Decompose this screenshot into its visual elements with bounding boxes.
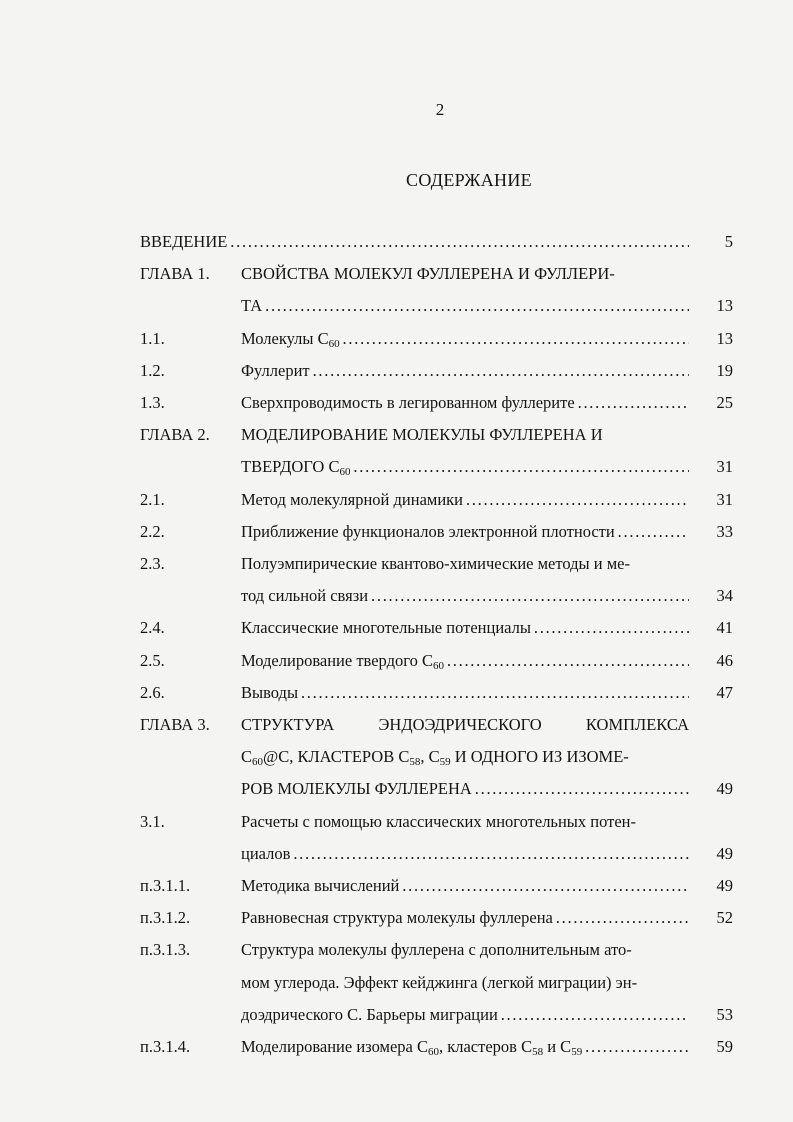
- toc-entry-1-2: [140, 355, 733, 387]
- entry-number: 2.1.: [140, 489, 165, 509]
- subscript: 59: [439, 756, 451, 769]
- text-part: и C: [543, 1037, 572, 1057]
- entry-title-line: ТВЕРДОГО C: [241, 457, 340, 477]
- entry-title: Равновесная структура молекулы фуллерена: [241, 908, 553, 928]
- entry-page: 13: [716, 296, 733, 316]
- entry-title-line: Структура молекулы фуллерена с дополнительным ато-: [241, 940, 632, 960]
- entry-title-line: [241, 741, 689, 773]
- entry-number: 2.4.: [140, 618, 165, 638]
- subscript: 59: [571, 1046, 583, 1059]
- toc-entry-2-2: [140, 516, 733, 548]
- entry-page: 59: [716, 1037, 733, 1057]
- entry-number: п.3.1.4.: [140, 1037, 191, 1057]
- entry-title-line: циалов: [241, 843, 291, 863]
- entry-title: Методика вычислений: [241, 876, 400, 896]
- entry-number: 2.3.: [140, 554, 165, 574]
- entry-title: Приближение функционалов электронной плотности: [241, 521, 615, 541]
- entry-title-line: ТА: [241, 296, 263, 316]
- entry-title: Классические многотельные потенциалы: [241, 618, 531, 638]
- entry-page: 33: [716, 521, 733, 541]
- entry-title: Сверхпроводимость в легированном фуллерите: [241, 393, 575, 413]
- toc-entry-2-6: [140, 677, 733, 709]
- entry-title-line: СВОЙСТВА МОЛЕКУЛ ФУЛЛЕРЕНА И ФУЛЛЕРИ-: [241, 264, 615, 284]
- entry-title: Молекулы C: [241, 328, 329, 348]
- entry-title-line: Расчеты с помощью классических многотельных потен-: [241, 811, 636, 831]
- entry-page: 47: [716, 682, 733, 702]
- toc-entry-2-3: [140, 548, 733, 612]
- entry-title-line: тод сильной связи: [241, 586, 369, 606]
- subscript: 60: [252, 756, 264, 769]
- entry-number: 2.6.: [140, 682, 165, 702]
- entry-title-line: РОВ МОЛЕКУЛЫ ФУЛЛЕРЕНА: [241, 779, 472, 799]
- text-part: И ОДНОГО ИЗ ИЗОМЕ-: [450, 747, 629, 767]
- text-part: Моделирование изомера C: [241, 1037, 428, 1057]
- entry-page: 49: [716, 876, 733, 896]
- entry-number: п.3.1.3.: [140, 940, 191, 960]
- subscript: 60: [328, 337, 340, 350]
- text-part: , кластеров C: [438, 1037, 533, 1057]
- toc-entry-chapter-1: [140, 258, 733, 322]
- toc-entry-3-1-1: [140, 870, 733, 902]
- toc-entry-1-3: [140, 387, 733, 419]
- entry-page: 34: [716, 586, 733, 606]
- text-part: , C: [420, 747, 440, 767]
- entry-title-line: СТРУКТУРА ЭНДОЭДРИЧЕСКОГО КОМПЛЕКСА: [241, 715, 689, 735]
- entry-title: Метод молекулярной динамики: [241, 489, 464, 509]
- page-title: СОДЕРЖАНИЕ: [406, 170, 532, 190]
- toc-entry-3-1-4: [140, 1031, 733, 1063]
- entry-page: 31: [716, 457, 733, 477]
- subscript: 58: [532, 1046, 544, 1059]
- entry-number: ГЛАВА 1.: [140, 264, 210, 284]
- entry-page: 25: [716, 393, 733, 413]
- toc-entry-2-1: [140, 484, 733, 516]
- entry-number: п.3.1.2.: [140, 908, 191, 928]
- entry-number: 1.3.: [140, 393, 165, 413]
- text-part: @C, КЛАСТЕРОВ C: [263, 747, 410, 767]
- entry-page: 13: [716, 328, 733, 348]
- entry-number: ГЛАВА 3.: [140, 715, 210, 735]
- entry-page: 46: [716, 650, 733, 670]
- toc-entry-3-1: [140, 806, 733, 870]
- entry-number: 2.2.: [140, 521, 165, 541]
- entry-page: 31: [716, 489, 733, 509]
- entry-title: Выводы: [241, 682, 299, 702]
- entry-page: 53: [716, 1004, 733, 1024]
- page-number: 2: [435, 100, 445, 119]
- entry-title-line: МОДЕЛИРОВАНИЕ МОЛЕКУЛЫ ФУЛЛЕРЕНА И: [241, 425, 603, 445]
- entry-page: 49: [716, 843, 733, 863]
- subscript: 60: [339, 466, 351, 479]
- entry-number: 3.1.: [140, 811, 165, 831]
- toc-entry-1-1: [140, 323, 733, 355]
- entry-page: 19: [716, 360, 733, 380]
- table-of-contents: [140, 226, 733, 1063]
- text-part: C: [241, 747, 253, 767]
- toc-entry-3-1-3: [140, 934, 733, 1031]
- toc-entry-2-5: [140, 645, 733, 677]
- toc-entry-introduction: [140, 226, 733, 258]
- entry-page: 5: [724, 232, 733, 252]
- toc-entry-2-4: [140, 612, 733, 644]
- entry-title-line: Полуэмпирические квантово-химические методы и ме-: [241, 554, 630, 574]
- entry-number: п.3.1.1.: [140, 876, 191, 896]
- subscript: 60: [427, 1046, 439, 1059]
- entry-number: ГЛАВА 2.: [140, 425, 210, 445]
- entry-page: 52: [716, 908, 733, 928]
- entry-title-line: мом углерода. Эффект кейджинга (легкой миграции) эн-: [241, 972, 638, 992]
- entry-title: Моделирование твердого C: [241, 650, 433, 670]
- entry-title: Фуллерит: [241, 360, 310, 380]
- entry-title-line: доэдрического C. Барьеры миграции: [241, 1004, 498, 1024]
- entry-page: 49: [716, 779, 733, 799]
- entry-title: ВВЕДЕНИЕ: [140, 232, 228, 251]
- subscript: 58: [409, 756, 421, 769]
- toc-entry-3-1-2: [140, 902, 733, 934]
- entry-number: 1.1.: [140, 328, 165, 348]
- subscript: 60: [432, 659, 444, 672]
- toc-entry-chapter-3: [140, 709, 733, 806]
- entry-number: 2.5.: [140, 650, 165, 670]
- entry-page: 41: [716, 618, 733, 638]
- toc-entry-chapter-2: [140, 419, 733, 483]
- entry-number: 1.2.: [140, 360, 165, 380]
